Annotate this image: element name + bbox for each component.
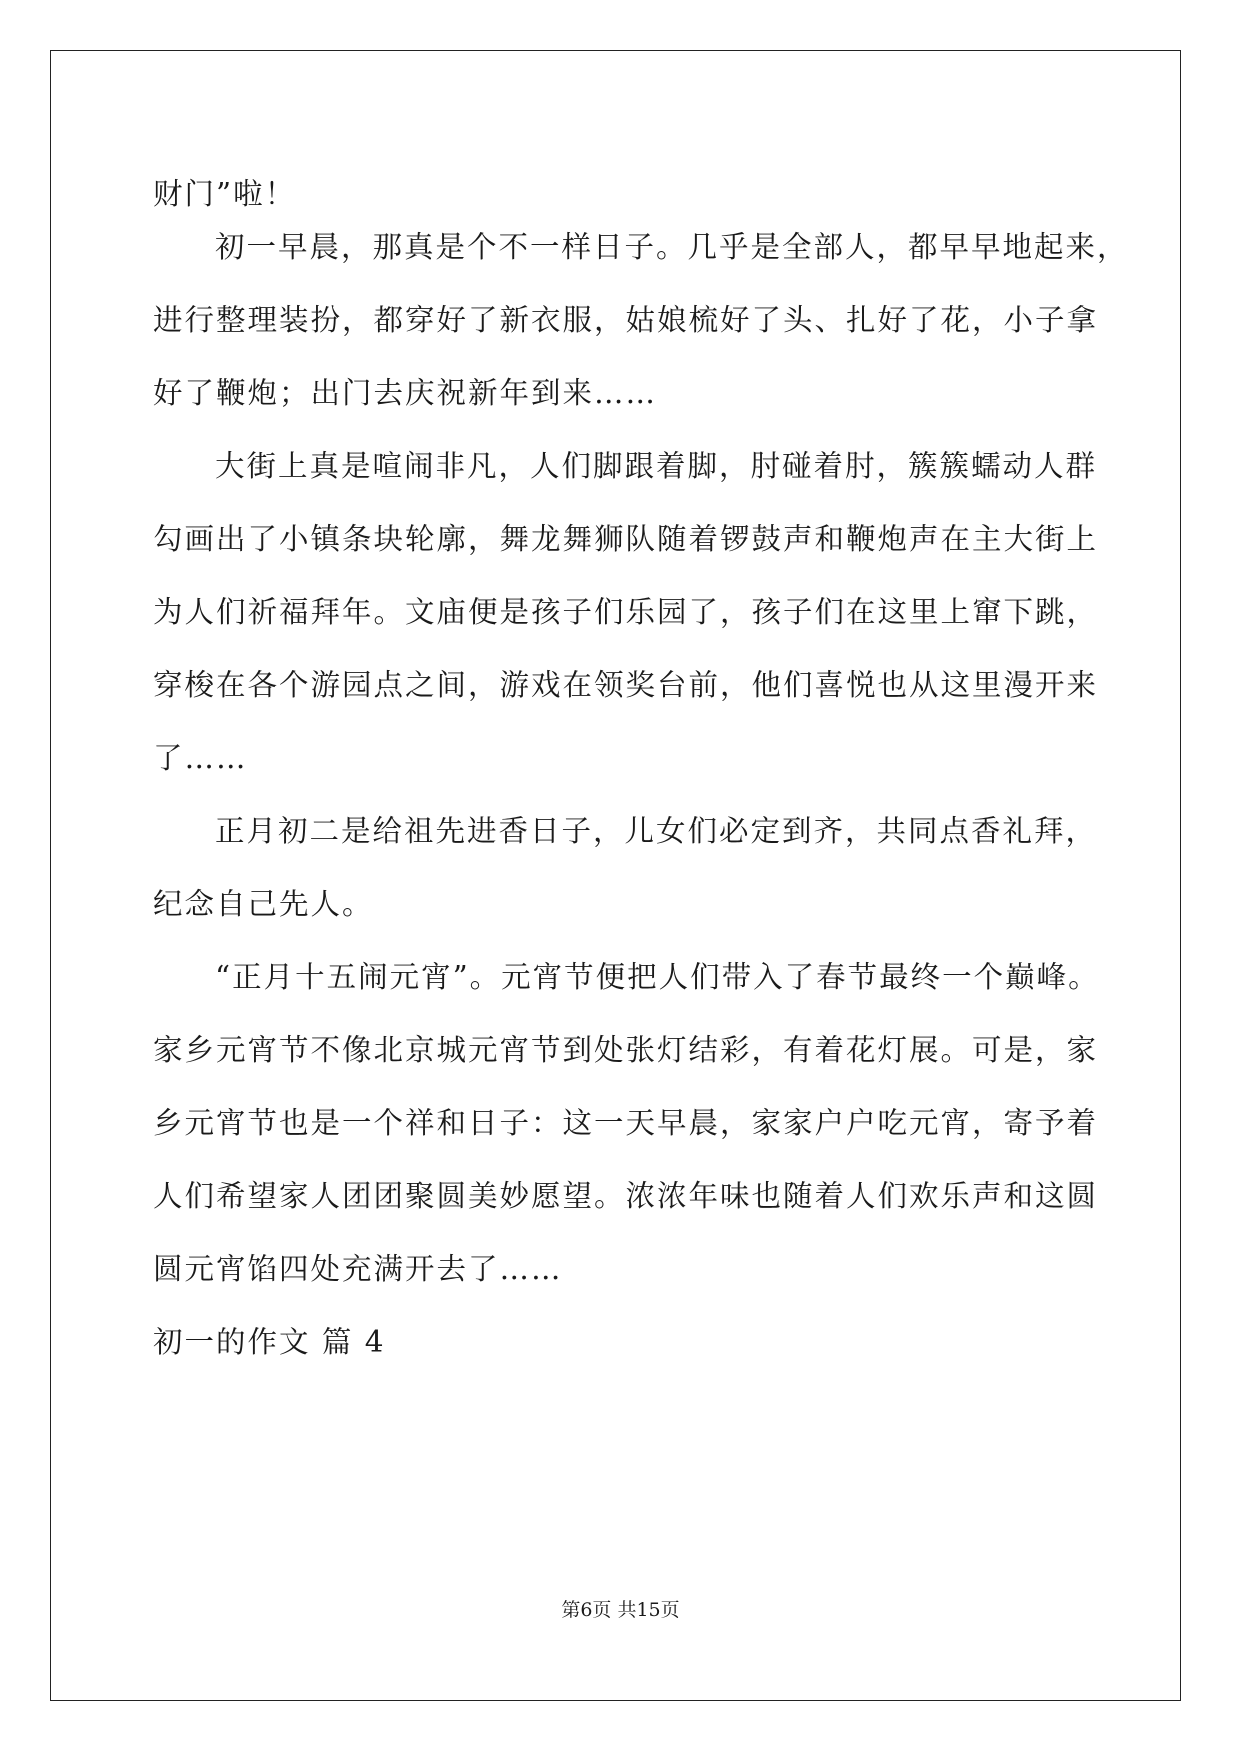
paragraph-first-line: “正月十五闹元宵”。元宵节便把人们带入了春节最终一个巅峰。: [215, 960, 1100, 994]
text-line: 好了鞭炮；出门去庆祝新年到来……: [153, 376, 658, 410]
page-border: [50, 50, 1181, 1701]
page-number-footer: 第6页 共15页: [561, 1599, 680, 1621]
text-line: 纪念自己先人。: [153, 887, 374, 921]
text-line: 穿梭在各个游园点之间，游戏在领奖台前，他们喜悦也从这里漫开来: [153, 668, 1099, 702]
text-line: 乡元宵节也是一个祥和日子：这一天早晨，家家户户吃元宵，寄予着: [153, 1106, 1099, 1140]
text-line: 财门”啦！: [153, 177, 297, 211]
paragraph-first-line: 正月初二是给祖先进香日子，儿女们必定到齐，共同点香礼拜，: [215, 814, 1098, 848]
text-line: 家乡元宵节不像北京城元宵节到处张灯结彩，有着花灯展。可是，家: [153, 1033, 1099, 1067]
text-line: 为人们祈福拜年。文庙便是孩子们乐园了，孩子们在这里上窜下跳，: [153, 595, 1099, 629]
text-line: 勾画出了小镇条块轮廓，舞龙舞狮队随着锣鼓声和鞭炮声在主大街上: [153, 522, 1099, 556]
paragraph-first-line: 大街上真是喧闹非凡，人们脚跟着脚，肘碰着肘，簇簇蠕动人群: [215, 449, 1098, 483]
text-line: 人们希望家人团团聚圆美妙愿望。浓浓年味也随着人们欢乐声和这圆: [153, 1179, 1099, 1213]
section-heading: 初一的作文 篇 4: [153, 1325, 386, 1359]
text-line: 进行整理装扮，都穿好了新衣服，姑娘梳好了头、扎好了花，小子拿: [153, 303, 1099, 337]
paragraph-first-line: 初一早晨，那真是个不一样日子。几乎是全部人，都早早地起来，: [215, 230, 1129, 264]
text-line: 了……: [153, 741, 248, 775]
text-line: 圆元宵馅四处充满开去了……: [153, 1252, 563, 1286]
